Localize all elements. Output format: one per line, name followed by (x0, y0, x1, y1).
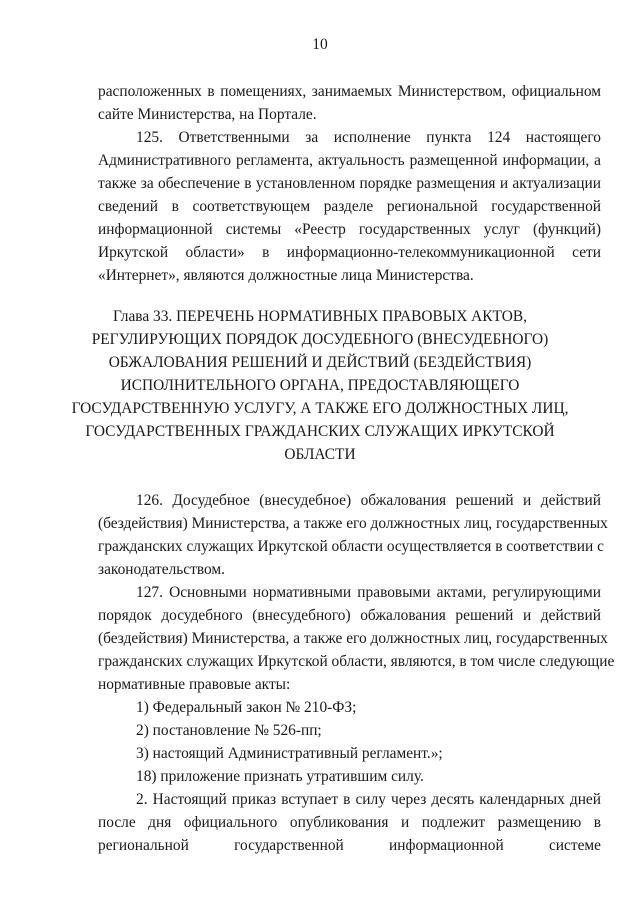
para-127-line: (бездействия) Министерства, а также его должностных лиц, государственных (98, 630, 608, 647)
chapter-heading-line: ГОСУДАРСТВЕННЫХ ГРАЖДАНСКИХ СЛУЖАЩИХ ИРКУТСКОЙ (85, 423, 555, 440)
para-126-line: гражданских служащих Иркутской области осуществляется в соответствии с (98, 538, 604, 555)
para-2-line: после дня официального опубликования и подлежит размещению в (98, 814, 601, 831)
list-item: 1) Федеральный закон № 210-ФЗ; (136, 699, 357, 716)
para-124-line: расположенных в помещениях, занимаемых Министерством, официальном (98, 83, 601, 100)
list-item: 3) настоящий Административный регламент.»; (136, 745, 443, 762)
para-126-line: 126. Досудебное (внесудебное) обжалования решений и действий (136, 492, 601, 509)
para-2-line: региональной государственной информационной системе (98, 837, 601, 854)
para-124-line: сайте Министерства, на Портале. (98, 106, 317, 123)
para-127-line: нормативные правовые акты: (98, 676, 291, 693)
para-125-line: Административного регламента, актуальность размещенной информации, а (98, 152, 601, 169)
para-126-line: законодательством. (98, 561, 226, 578)
chapter-heading-line: ГОСУДАРСТВЕННУЮ УСЛУГУ, А ТАКЖЕ ЕГО ДОЛЖНОСТНЫХ ЛИЦ, (71, 400, 569, 417)
list-item: 2) постановление № 526-пп; (136, 722, 322, 739)
para-2-line: 2. Настоящий приказ вступает в силу через десять календарных дней (136, 791, 601, 808)
para-127-line: гражданских служащих Иркутской области, являются, в том числе следующие (98, 653, 615, 670)
chapter-heading-line: РЕГУЛИРУЮЩИХ ПОРЯДОК ДОСУДЕБНОГО (ВНЕСУДЕБНОГО) (91, 331, 549, 348)
para-125-line: сведений в соответствующем разделе региональной государственной (98, 198, 601, 215)
chapter-heading-line: ОБЛАСТИ (284, 446, 356, 463)
para-125-line: информационной системы «Реестр государственных услуг (функций) (98, 221, 601, 238)
chapter-heading-line: ОБЖАЛОВАНИЯ РЕШЕНИЙ И ДЕЙСТВИЙ (БЕЗДЕЙСТВИЯ) (108, 354, 532, 371)
list-item: 18) приложение признать утратившим силу. (136, 768, 424, 785)
para-125-line: Иркутской области» в информационно-телекоммуникационной сети (98, 244, 601, 261)
para-125-line: «Интернет», являются должностные лица Министерства. (98, 267, 474, 284)
para-126-line: (бездействия) Министерства, а также его должностных лиц, государственных (98, 515, 608, 532)
para-127-line: порядок досудебного (внесудебного) обжалования решений и действий (98, 607, 601, 624)
para-125-line: также за обеспечение в установленном порядке размещения и актуализации (98, 175, 601, 192)
chapter-heading-line: Глава 33. ПЕРЕЧЕНЬ НОРМАТИВНЫХ ПРАВОВЫХ АКТОВ, (113, 308, 527, 325)
para-125-line: 125. Ответственными за исполнение пункта 124 настоящего (136, 129, 601, 146)
chapter-heading-line: ИСПОЛНИТЕЛЬНОГО ОРГАНА, ПРЕДОСТАВЛЯЮЩЕГО (120, 377, 520, 394)
para-127-line: 127. Основными нормативными правовыми актами, регулирующими (136, 584, 601, 601)
page-number: 10 (312, 36, 328, 53)
